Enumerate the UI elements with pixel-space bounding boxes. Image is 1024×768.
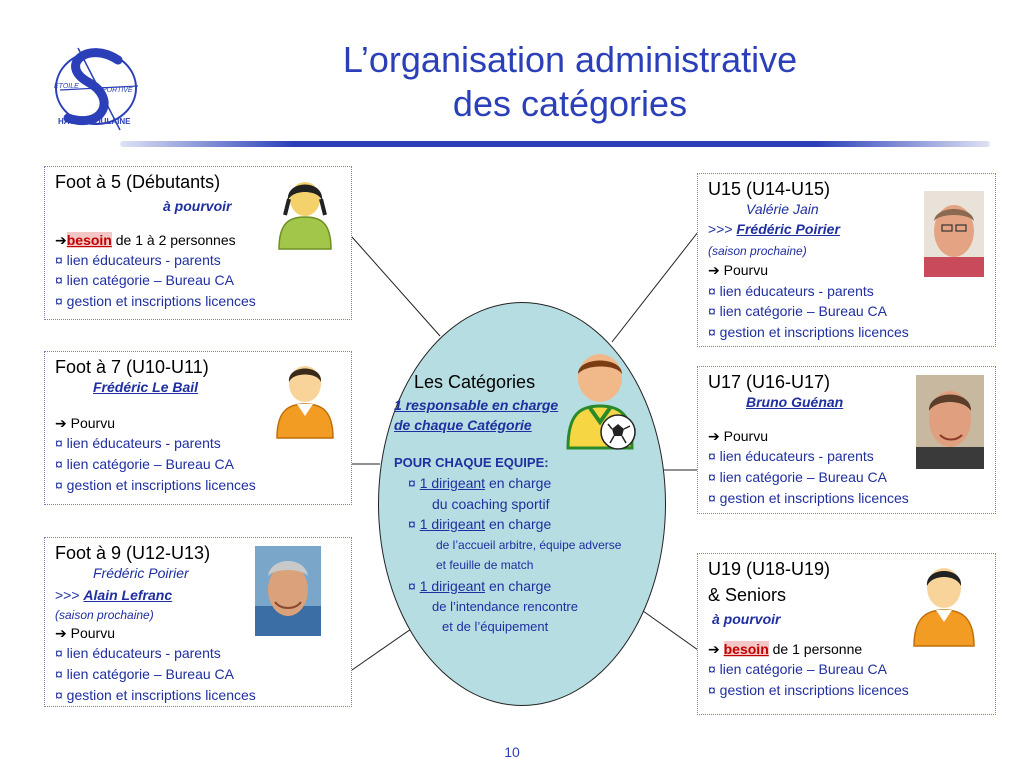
- card-title-line2: & Seniors: [708, 585, 787, 605]
- dirigeant-label: 1 dirigeant: [419, 516, 486, 532]
- center-item-2-detail: de l’accueil arbitre, équipe adverse: [436, 538, 622, 552]
- male-person-icon: [273, 360, 337, 440]
- arrow-icon: ➔: [708, 428, 720, 444]
- dirigeant-label: 1 dirigeant: [419, 578, 486, 594]
- card-foot7: [44, 351, 352, 505]
- list-item: ¤ lien éducateurs - parents: [55, 252, 221, 268]
- current-responsible: Valérie Jain: [746, 201, 819, 217]
- besoin-text: de 1 personne: [772, 641, 863, 657]
- en-charge-label: en charge: [488, 516, 552, 532]
- en-charge-label: en charge: [488, 475, 552, 491]
- bullet: ¤: [408, 475, 416, 491]
- arrow-icon: ➔: [55, 625, 67, 641]
- arrow-icon: ➔: [55, 415, 67, 431]
- pourvu-line: [708, 427, 768, 445]
- portrait-photo: [924, 191, 984, 277]
- center-resp-line2: de chaque Catégorie: [394, 417, 532, 433]
- list-item: ¤ lien éducateurs - parents: [708, 448, 874, 464]
- pourvu-label: Pourvu: [723, 428, 768, 444]
- card-foot5: [44, 166, 352, 320]
- season-note: (saison prochaine): [708, 244, 807, 258]
- list-item: ¤ gestion et inscriptions licences: [708, 490, 909, 506]
- female-person-icon: [275, 175, 335, 251]
- card-u19: [697, 553, 996, 715]
- besoin-text: de 1 à 2 personnes: [115, 232, 236, 248]
- list-item: ¤ gestion et inscriptions licences: [55, 477, 256, 493]
- current-responsible: Frédéric Poirier: [93, 565, 189, 581]
- center-item-2: [408, 516, 551, 532]
- card-u15: [697, 173, 996, 347]
- bullet: ¤: [408, 516, 416, 532]
- list-item: ¤ lien catégorie – Bureau CA: [55, 456, 234, 472]
- center-pour-chaque: POUR CHAQUE EQUIPE:: [394, 455, 549, 470]
- title-line-2: des catégories: [452, 83, 688, 124]
- male-person-icon: [910, 562, 978, 648]
- pourvu-label: Pourvu: [723, 262, 768, 278]
- card-u17: [697, 366, 996, 514]
- portrait-photo: [916, 375, 984, 469]
- besoin-label: besoin: [66, 232, 112, 248]
- next-responsible-line: [55, 586, 172, 604]
- arrow-icon: ➔: [708, 641, 720, 657]
- logo-text-mid: PORTIVE: [102, 87, 133, 94]
- besoin-line: [708, 640, 862, 658]
- list-item: ¤ lien éducateurs - parents: [708, 283, 874, 299]
- card-foot9: [44, 537, 352, 707]
- en-charge-label: en charge: [488, 578, 552, 594]
- center-resp-line1: 1 responsable en charge: [394, 397, 559, 413]
- pourvu-line: [708, 261, 768, 279]
- next-responsible-name[interactable]: Frédéric Poirier: [736, 221, 840, 237]
- arrow-icon: ➔: [55, 232, 67, 248]
- pourvu-line: [55, 414, 115, 432]
- card-title: Foot à 5 (Débutants): [55, 172, 221, 192]
- list-item: ¤ lien éducateurs - parents: [55, 435, 221, 451]
- logo-text-bottom: HAUTE-GOULAINE: [58, 117, 131, 126]
- list-item: ¤ lien catégorie – Bureau CA: [708, 469, 887, 485]
- next-responsible-line: [708, 220, 840, 238]
- center-title: Les Catégories: [414, 372, 536, 392]
- list-item: ¤ lien catégorie – Bureau CA: [55, 272, 234, 288]
- list-item: ¤ lien catégorie – Bureau CA: [708, 661, 887, 677]
- title-line-1: L’organisation administrative: [342, 39, 798, 80]
- besoin-label: besoin: [723, 641, 769, 657]
- card-title-line1: U19 (U18-U19): [708, 559, 831, 579]
- besoin-line: [55, 231, 236, 249]
- next-responsible-name[interactable]: Alain Lefranc: [83, 587, 173, 603]
- pourvu-line: [55, 624, 115, 642]
- arrow-icon: ➔: [708, 262, 720, 278]
- status-label: à pourvoir: [712, 611, 781, 627]
- responsible-name[interactable]: Frédéric Le Bail: [93, 379, 199, 395]
- list-item: ¤ gestion et inscriptions licences: [708, 324, 909, 340]
- logo-text-top: ETOILE: [54, 83, 79, 90]
- bullet: ¤: [408, 578, 416, 594]
- portrait-photo: [255, 546, 321, 636]
- center-item-1-detail: du coaching sportif: [432, 496, 550, 512]
- center-item-3-detail: de l’intendance rencontre: [432, 599, 578, 614]
- list-item: ¤ lien catégorie – Bureau CA: [708, 303, 887, 319]
- center-item-3-detail-2: et de l’équipement: [442, 619, 549, 634]
- responsible-name[interactable]: Bruno Guénan: [746, 394, 844, 410]
- dirigeant-label: 1 dirigeant: [419, 475, 486, 491]
- card-title: U17 (U16-U17): [708, 372, 831, 392]
- status-label: à pourvoir: [163, 198, 232, 214]
- soccer-player-icon: [560, 350, 642, 454]
- season-note: (saison prochaine): [55, 608, 154, 622]
- list-item: ¤ gestion et inscriptions licences: [708, 682, 909, 698]
- center-item-1: [408, 475, 551, 491]
- list-item: ¤ lien éducateurs - parents: [55, 645, 221, 661]
- center-item-2-detail-2: et feuille de match: [436, 558, 534, 572]
- list-item: ¤ gestion et inscriptions licences: [55, 293, 256, 309]
- center-item-3: [408, 578, 551, 594]
- card-title: Foot à 9 (U12-U13): [55, 543, 211, 563]
- page-number: 10: [504, 744, 520, 760]
- next-prefix: >>>: [708, 221, 733, 237]
- list-item: ¤ gestion et inscriptions licences: [55, 687, 256, 703]
- next-prefix: >>>: [55, 587, 80, 603]
- pourvu-label: Pourvu: [70, 415, 115, 431]
- pourvu-label: Pourvu: [70, 625, 115, 641]
- card-title: Foot à 7 (U10-U11): [55, 357, 209, 377]
- list-item: ¤ lien catégorie – Bureau CA: [55, 666, 234, 682]
- card-title: U15 (U14-U15): [708, 179, 831, 199]
